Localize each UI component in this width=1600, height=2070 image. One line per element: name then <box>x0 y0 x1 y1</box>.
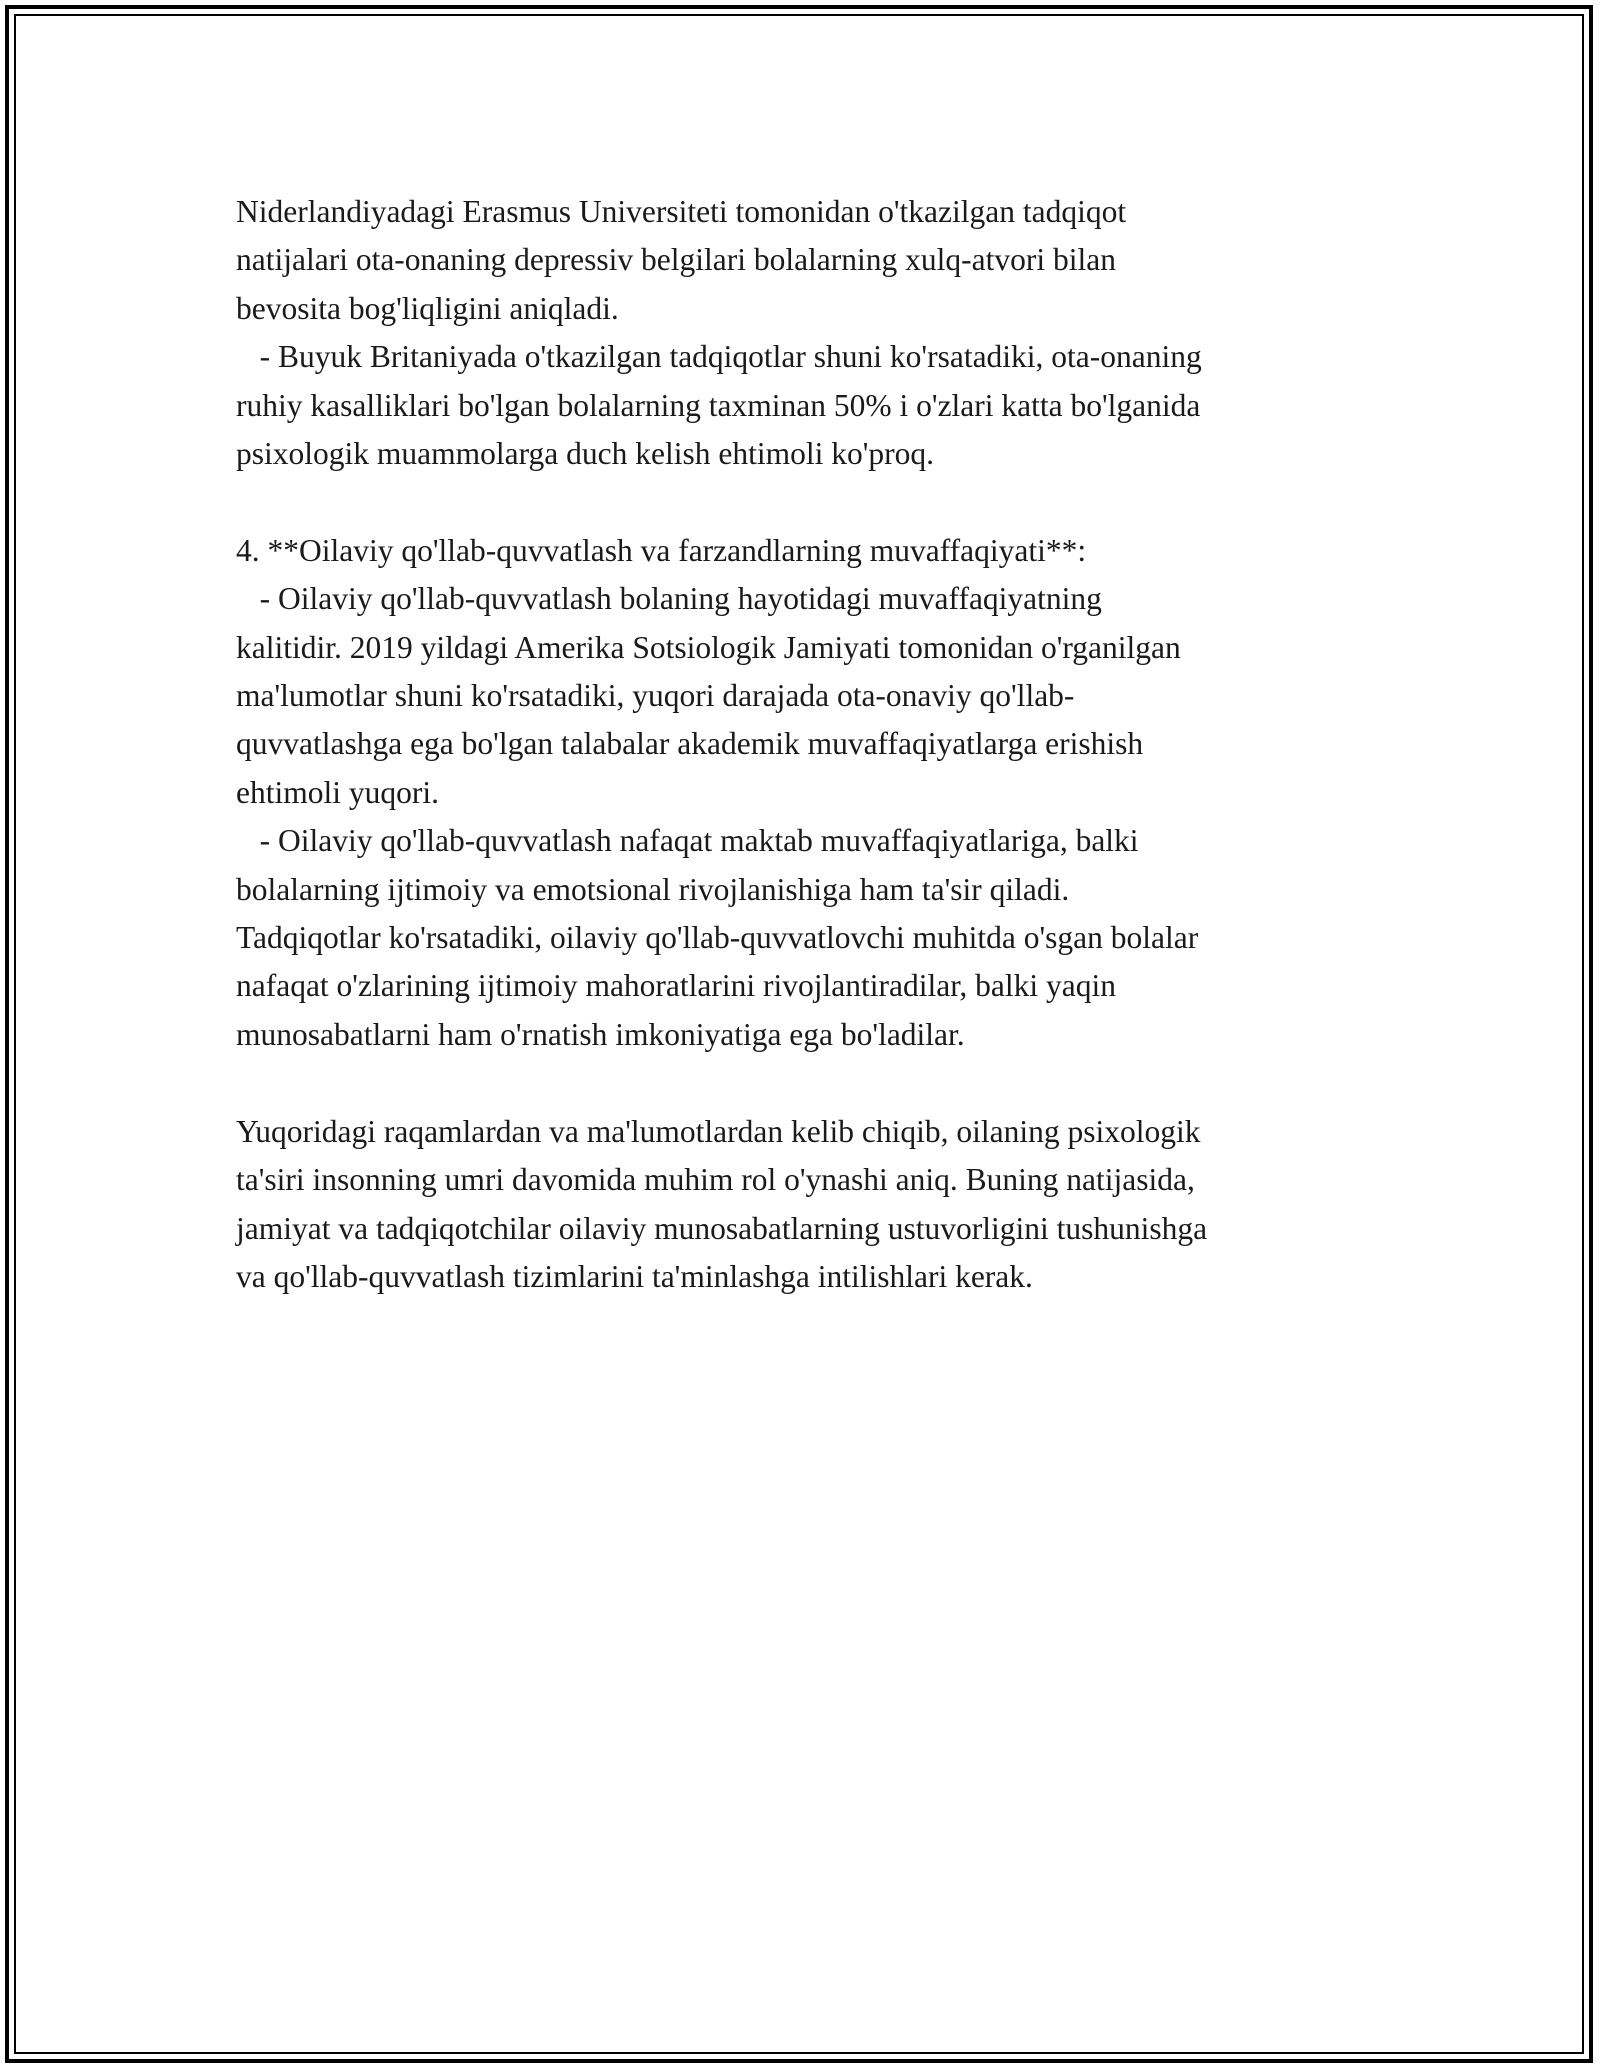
text-line: kalitidir. 2019 yildagi Amerika Sotsiologik Jamiyati tomonidan o'rganilgan <box>236 629 1181 665</box>
paragraph-conclusion <box>236 1108 1396 1302</box>
text-line: - Oilaviy qo'llab-quvvatlash nafaqat maktab muvaffaqiyatlariga, balki <box>236 823 1139 859</box>
text-line: Niderlandiyadagi Erasmus Universiteti tomonidan o'tkazilgan tadqiqot <box>236 194 1127 229</box>
text-line: ta'siri insonning umri davomida muhim rol o'ynashi aniq. Buning natijasida, <box>236 1162 1195 1198</box>
text-line: jamiyat va tadqiqotchilar oilaviy munosabatlarning ustuvorligini tushunishga <box>236 1210 1208 1246</box>
text-line: natijalari ota-onaning depressiv belgilari bolalarning xulq-atvori bilan <box>236 242 1116 278</box>
text-line: munosabatlarni ham o'rnatish imkoniyatiga ega bo'ladilar. <box>236 1016 965 1052</box>
text-line: bolalarning ijtimoiy va emotsional rivojlanishiga ham ta'sir qiladi. <box>236 871 1070 907</box>
text-line: quvvatlashga ega bo'lgan talabalar akademik muvaffaqiyatlarga erishish <box>236 726 1144 762</box>
text-line: ehtimoli yuqori. <box>236 774 439 810</box>
paragraph-research-findings <box>236 188 1396 478</box>
text-line: - Buyuk Britaniyada o'tkazilgan tadqiqotlar shuni ko'rsatadiki, ota-onaning <box>236 339 1202 375</box>
text-line: ma'lumotlar shuni ko'rsatadiki, yuqori darajada ota-onaviy qo'llab- <box>236 678 1075 714</box>
text-line: - Oilaviy qo'llab-quvvatlash bolaning hayotidagi muvaffaqiyatning <box>236 581 1102 617</box>
document-body <box>236 188 1396 1301</box>
text-line: psixologik muammolarga duch kelish ehtimoli ko'proq. <box>236 436 935 472</box>
text-line: va qo'llab-quvvatlash tizimlarini ta'minlashga intilishlari kerak. <box>236 1258 1033 1294</box>
text-line: ruhiy kasalliklari bo'lgan bolalarning taxminan 50% i o'zlari katta bo'lganida <box>236 387 1201 423</box>
text-line: Yuqoridagi raqamlardan va ma'lumotlardan kelib chiqib, oilaning psixologik <box>236 1113 1201 1149</box>
text-line: bevosita bog'liqligini aniqladi. <box>236 290 619 326</box>
section-heading: 4. **Oilaviy qo'llab-quvvatlash va farzandlarning muvaffaqiyati**: <box>236 532 1087 568</box>
paragraph-family-support <box>236 527 1396 1059</box>
text-line: Tadqiqotlar ko'rsatadiki, oilaviy qo'llab-quvvatlovchi muhitda o'sgan bolalar <box>236 920 1199 956</box>
text-line: nafaqat o'zlarining ijtimoiy mahoratlarini rivojlantiradilar, balki yaqin <box>236 968 1117 1004</box>
